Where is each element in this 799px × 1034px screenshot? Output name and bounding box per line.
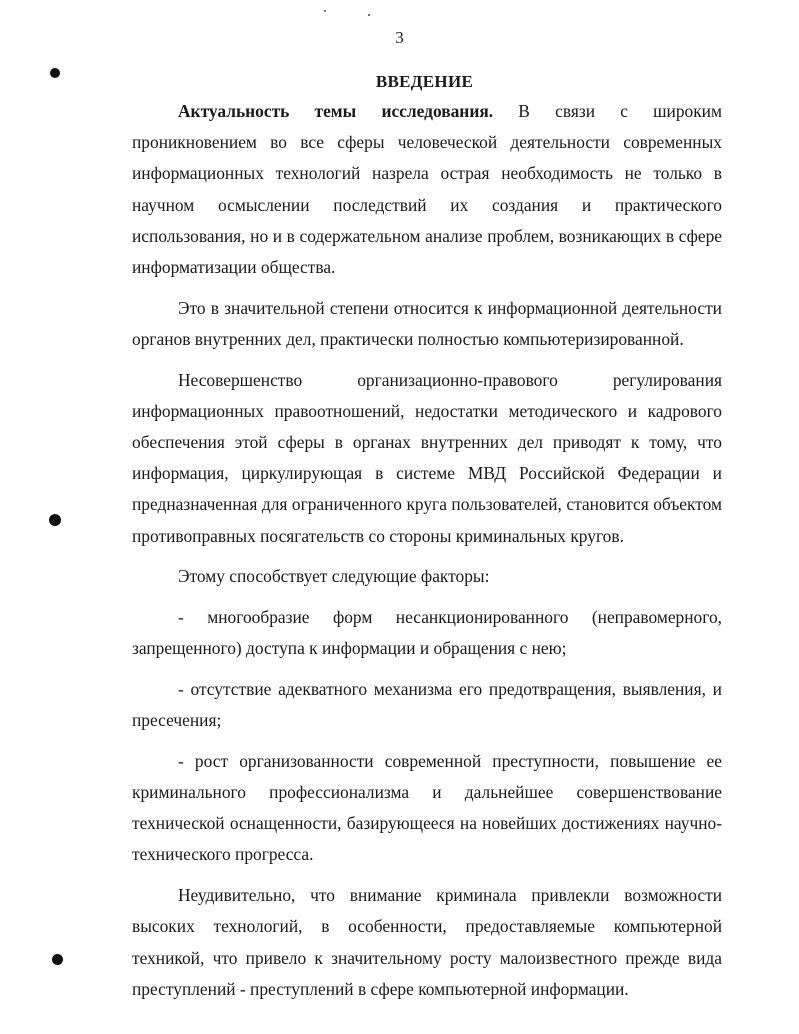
paragraph-text: В связи с широким проникновением во все сферы человеческой деятельности современных информационных технологий назрела острая необходимость не только в научном осмыслении последствий их создания и практического использования, но и в содержательном анализе проблем, возникающих в сфере информатизации общества. xyxy=(132,101,722,278)
paragraph-lead: Актуальность темы исследования. xyxy=(178,101,494,121)
binding-hole xyxy=(52,954,63,965)
paragraph: Неудивительно, что внимание криминала привлекли возможности высоких технологий, в особенности, предоставляемые компьютерной техникой, что привело к значительному росту малоизвестного прежде вида преступлений - преступлений в сфере компьютерной информации. xyxy=(132,885,722,999)
document-body xyxy=(132,96,722,1014)
list-item: - отсутствие адекватного механизма его предотвращения, выявления, и пресечения; xyxy=(132,678,722,731)
section-title: ВВЕДЕНИЕ xyxy=(375,72,474,91)
paragraph: Этому способствует следующие факторы: xyxy=(178,566,490,587)
paragraph: Это в значительной степени относится к информационной деятельности органов внутренних дел, практически полностью компьютеризированной. xyxy=(132,297,722,349)
list-item: - рост организованности современной преступности, повышение ее криминального профессионализма и дальнейшее совершенствование технической оснащенности, базирующееся на новейших достижениях научно-технического прогресса. xyxy=(132,750,722,865)
binding-hole xyxy=(49,514,61,526)
paragraph: Несовершенство организационно-правового регулирования информационных правоотношений, недостатки методического и кадрового обеспечения этой сферы в органах внутренних дел приводят к тому, что информация, циркулирующая в системе МВД Российской Федерации и предназначенная для ограниченного круга пользователей, становится объектом противоправных посягательств со стороны криминальных кругов. xyxy=(132,369,722,546)
scan-speck xyxy=(324,10,326,12)
page-number: 3 xyxy=(395,28,404,47)
paragraph xyxy=(132,96,722,283)
list-item: - многообразие форм несанкционированного (неправомерного, запрещенного) доступа к информации и обращения с нею; xyxy=(132,607,722,659)
scan-speck xyxy=(368,14,370,16)
